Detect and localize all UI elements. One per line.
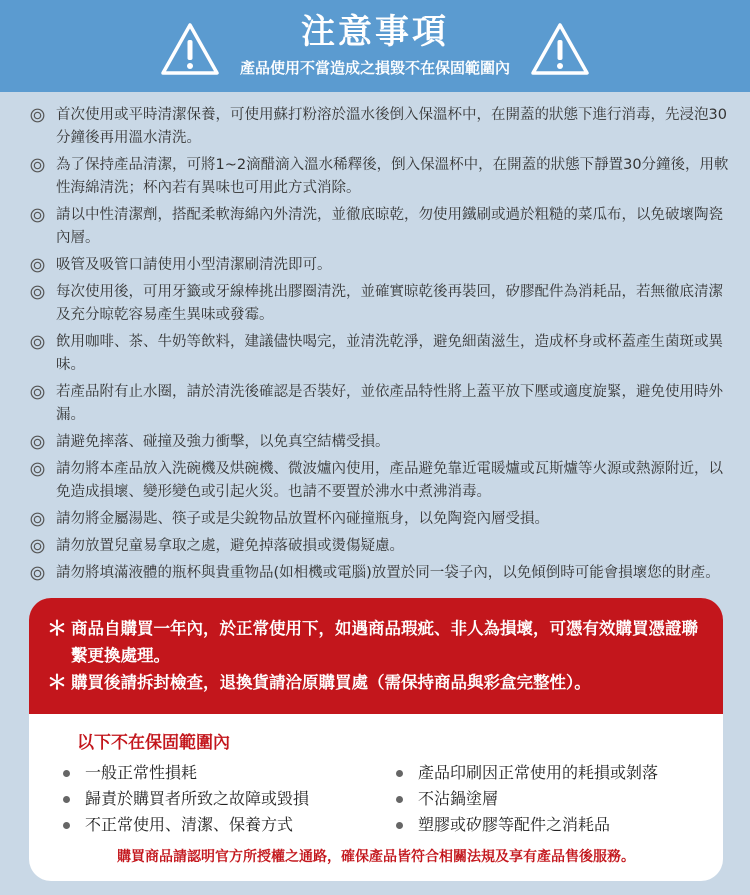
bullet-dot-icon: [63, 770, 70, 777]
bullet-dot-icon: [396, 822, 403, 829]
authorized-channel-note: 購買商品請認明官方所授權之通路，確保產品皆符合相關法規及享有產品售後服務。: [117, 849, 635, 865]
bullet-dot-icon: [63, 796, 70, 803]
double-circle-bullet-icon: [30, 462, 45, 477]
list-item: 塑膠或矽膠等配件之消耗品: [394, 812, 658, 838]
double-circle-bullet-icon: [30, 385, 45, 400]
asterisk-icon: ＊: [47, 616, 67, 640]
care-note-item: 飲用咖啡、茶、牛奶等飲料，建議儘快喝完，並清洗乾淨，避免細菌滋生，造成杯身或杯蓋產生菌斑或異味。: [30, 331, 730, 377]
double-circle-bullet-icon: [30, 539, 45, 554]
care-note-item: 請勿將本產品放入洗碗機及烘碗機、微波爐內使用，產品避免靠近電暖爐或瓦斯爐等火源或熱源附近，以免造成損壞、變形變色或引起火災。也請不要置於沸水中煮沸消毒。: [30, 458, 730, 504]
care-note-item: 請勿將填滿液體的瓶杯與貴重物品(如相機或電腦)放置於同一袋子內，以免傾倒時可能會損壞您的財產。: [30, 562, 730, 585]
care-note-item: 為了保持產品清潔，可將1~2滴醋滴入溫水稀釋後，倒入保溫杯中，在開蓋的狀態下靜置30分鐘後，用軟性海綿清洗；杯內若有異味也可用此方式消除。: [30, 154, 730, 200]
double-circle-bullet-icon: [30, 435, 45, 450]
list-item: 不沾鍋塗層: [394, 786, 658, 812]
double-circle-bullet-icon: [30, 108, 45, 123]
asterisk-icon: ＊: [47, 670, 67, 694]
double-circle-bullet-icon: [30, 512, 45, 527]
header-banner: [0, 0, 750, 92]
care-note-item: 請勿放置兒童易拿取之處，避免掉落破損或燙傷疑慮。: [30, 535, 730, 558]
page-subtitle: 產品使用不當造成之損毀不在保固範圍內: [239, 59, 510, 77]
care-note-item: 請勿將金屬湯匙、筷子或是尖銳物品放置杯內碰撞瓶身，以免陶瓷內層受損。: [30, 508, 730, 531]
care-note-item: 請以中性清潔劑，搭配柔軟海綿內外清洗，並徹底晾乾，勿使用鐵刷或過於粗糙的菜瓜布，以免破壞陶瓷內層。: [30, 204, 730, 250]
care-note-item: 每次使用後，可用牙籤或牙線棒挑出膠圈清洗，並確實晾乾後再裝回，矽膠配件為消耗品，若無徹底清潔及充分晾乾容易產生異味或發霉。: [30, 281, 730, 327]
exclusions-right-list: [394, 760, 658, 838]
care-note-item: 吸管及吸管口請使用小型清潔刷清洗即可。: [30, 254, 730, 277]
list-item: 產品印刷因正常使用的耗損或剝落: [394, 760, 658, 786]
double-circle-bullet-icon: [30, 566, 45, 581]
exclusions-left-list: [61, 760, 309, 838]
care-notes-list: [30, 104, 730, 589]
list-item: 一般正常性損耗: [61, 760, 309, 786]
list-item: 歸責於購買者所致之故障或毀損: [61, 786, 309, 812]
warning-triangle-icon: [530, 22, 590, 76]
bullet-dot-icon: [396, 796, 403, 803]
double-circle-bullet-icon: [30, 335, 45, 350]
exclusions-title: 以下不在保固範圍內: [77, 733, 230, 753]
double-circle-bullet-icon: [30, 258, 45, 273]
double-circle-bullet-icon: [30, 158, 45, 173]
warranty-panel: [29, 598, 723, 881]
list-item: 不正常使用、清潔、保養方式: [61, 812, 309, 838]
warranty-term: ＊ 商品自購買一年內，於正常使用下，如遇商品瑕疵、非人為損壞，可憑有效購買憑證聯繫更換處理。: [47, 616, 698, 665]
care-note-item: 首次使用或平時清潔保養，可使用蘇打粉溶於溫水後倒入保溫杯中，在開蓋的狀態下進行消毒，先浸泡30分鐘後再用溫水清洗。: [30, 104, 730, 150]
warranty-terms: [29, 598, 723, 714]
bullet-dot-icon: [63, 822, 70, 829]
double-circle-bullet-icon: [30, 285, 45, 300]
double-circle-bullet-icon: [30, 208, 45, 223]
bullet-dot-icon: [396, 770, 403, 777]
care-note-item: 若產品附有止水圈，請於清洗後確認是否裝好，並依產品特性將上蓋平放下壓或適度旋緊，避免使用時外漏。: [30, 381, 730, 427]
care-note-item: 請避免摔落、碰撞及強力衝擊，以免真空結構受損。: [30, 431, 730, 454]
warranty-term: ＊ 購買後請拆封檢查，退換貨請洽原購買處（需保持商品與彩盒完整性）。: [47, 670, 591, 694]
page-title: 注意事項: [301, 12, 449, 52]
